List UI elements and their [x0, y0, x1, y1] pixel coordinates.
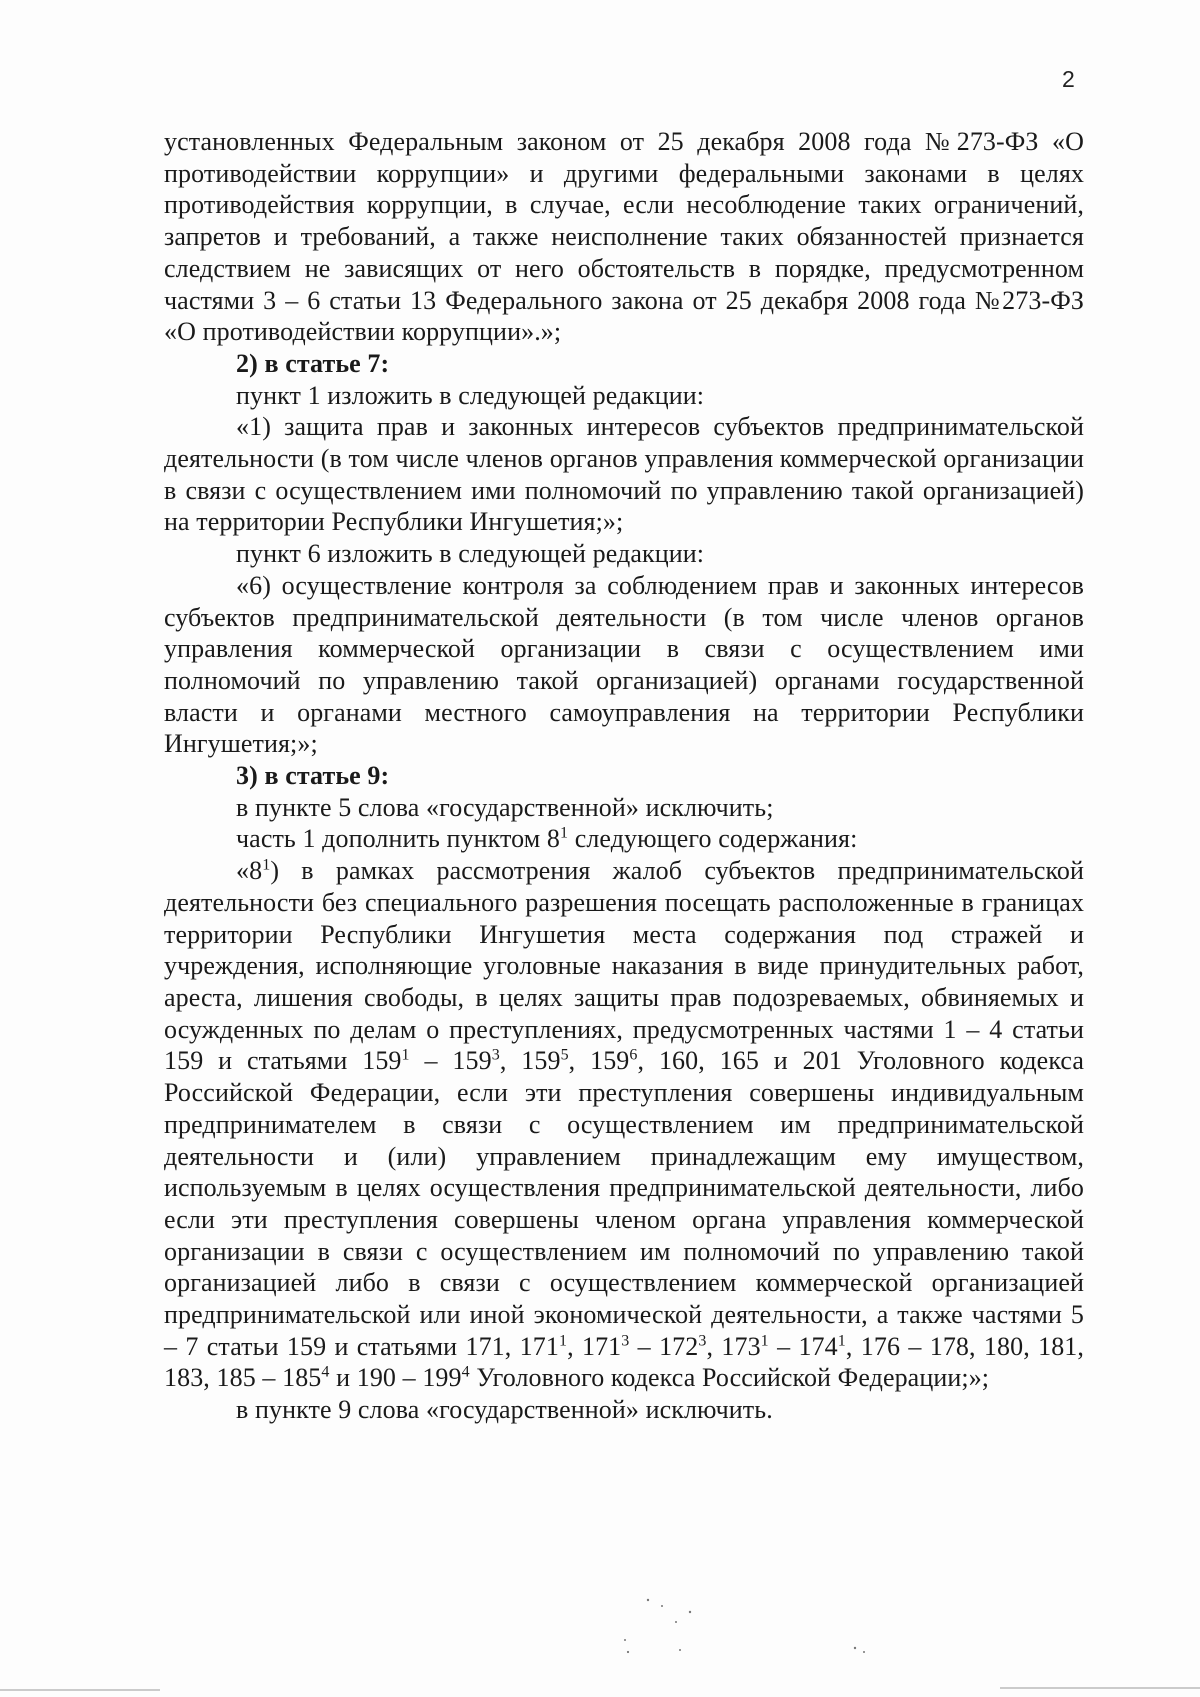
superscript: 5 — [560, 1046, 569, 1064]
superscript: 1 — [401, 1046, 410, 1064]
paragraph-item-9-exclude: в пункте 9 слова «государственной» исключить. — [236, 1395, 773, 1425]
text-fragment: «8 — [236, 856, 263, 886]
superscript: 1 — [262, 856, 271, 874]
superscript: 3 — [491, 1046, 500, 1064]
heading-article-9: 3) в статье 9: — [236, 761, 390, 791]
superscript: 1 — [558, 1332, 568, 1350]
paragraph-item-5-exclude: в пункте 5 слова «государственной» исключить; — [236, 792, 774, 822]
paragraph-item-1-intro: пункт 1 изложить в следующей редакции: — [236, 380, 705, 410]
text-fragment: следующего содержания: — [568, 824, 858, 854]
page-number: 2 — [1062, 66, 1075, 92]
paragraph-part-1-supplement — [164, 823, 1084, 855]
superscript: 3 — [621, 1332, 630, 1350]
document-body — [164, 126, 1084, 1426]
paragraph-item-8-1-text — [164, 855, 1084, 1394]
text-fragment: , 159 — [499, 1046, 561, 1076]
text-fragment: – 174 — [768, 1331, 838, 1361]
heading-article-7: 2) в статье 7: — [236, 348, 390, 378]
text-fragment: – 172 — [629, 1331, 699, 1361]
text-fragment: , 176 – 178, 180, 181, 183, 185 – 185 — [164, 1331, 1085, 1393]
superscript: 1 — [760, 1332, 769, 1350]
text-fragment: , 173 — [706, 1331, 761, 1361]
paragraph-item-6-text: «6) осуществление контроля за соблюдением прав и законных интересов субъектов предпринимательской деятельности (в том числе членов органов управления коммерческой организации в связи с осуществлением ими полномочий по управлению такой организацией) органами государственной власти и органами местного самоуправления на территории Республики Ингушетия;»; — [164, 570, 1084, 759]
text-fragment: ) в рамках рассмотрения жалоб субъектов предпринимательской деятельности без специального разрешения посещать расположенные в границах территории Республики Ингушетия места содержания под стражей и учреждения, исполняющие уголовные наказания в виде принудительных работ, ареста, лишения свободы, в целях защиты прав подозреваемых, обвиняемых и осужденных по делам о преступлениях, предусмотренных частями 1 – 4 статьи 159 и статьями 159 — [164, 856, 1084, 1076]
superscript: 3 — [698, 1332, 707, 1350]
paragraph-item-1-text: «1) защита прав и законных интересов субъектов предпринимательской деятельности (в том числе членов органов управления коммерческой организации в связи с осуществлением ими полномочий по управлению такой организацией) на территории Республики Ингушетия;»; — [164, 412, 1084, 537]
superscript: 4 — [461, 1363, 470, 1381]
superscript: 1 — [560, 824, 569, 842]
text-fragment: – 159 — [409, 1046, 492, 1076]
text-fragment: Уголовного кодекса Российской Федерации;»; — [469, 1363, 990, 1393]
superscript: 4 — [321, 1363, 330, 1381]
text-fragment: часть 1 дополнить пунктом 8 — [236, 824, 560, 854]
superscript: 6 — [629, 1046, 638, 1064]
paragraph-item-6-intro: пункт 6 изложить в следующей редакции: — [236, 539, 705, 569]
paragraph-continuation: установленных Федеральным законом от 25 декабря 2008 года №273-ФЗ «О противодействии коррупции» и другими федеральными законами в целях противодействия коррупции, в случае, если несоблюдение таких ограничений, запретов и требований, а также неисполнение таких обязанностей признается следствием не зависящих от него обстоятельств в порядке, предусмотренном частями 3 – 6 статьи 13 Федерального закона от 25 декабря 2008 года №273-ФЗ «О противодействии коррупции».»; — [164, 127, 1084, 347]
text-fragment: и 190 – 199 — [329, 1363, 462, 1393]
text-fragment: , 160, 165 и 201 Уголовного кодекса Российской Федерации, если эти преступления совершены индивидуальным предпринимателем в связи с осуществлением им предпринимательской деятельности и (или) управлением принадлежащим ему имуществом, используемым в целях осуществления предпринимательской деятельности, либо если эти преступления совершены членом органа управления коммерческой организации в связи с осуществлением им полномочий по управлению такой организацией либо в связи с осуществлением коммерческой организацией предпринимательской или иной экономической деятельности, а также частями 5 – 7 статьи 159 и статьями 171, 171 — [164, 1046, 1084, 1361]
text-fragment: , 159 — [568, 1046, 630, 1076]
text-fragment: , 171 — [567, 1331, 622, 1361]
superscript: 1 — [837, 1332, 846, 1350]
